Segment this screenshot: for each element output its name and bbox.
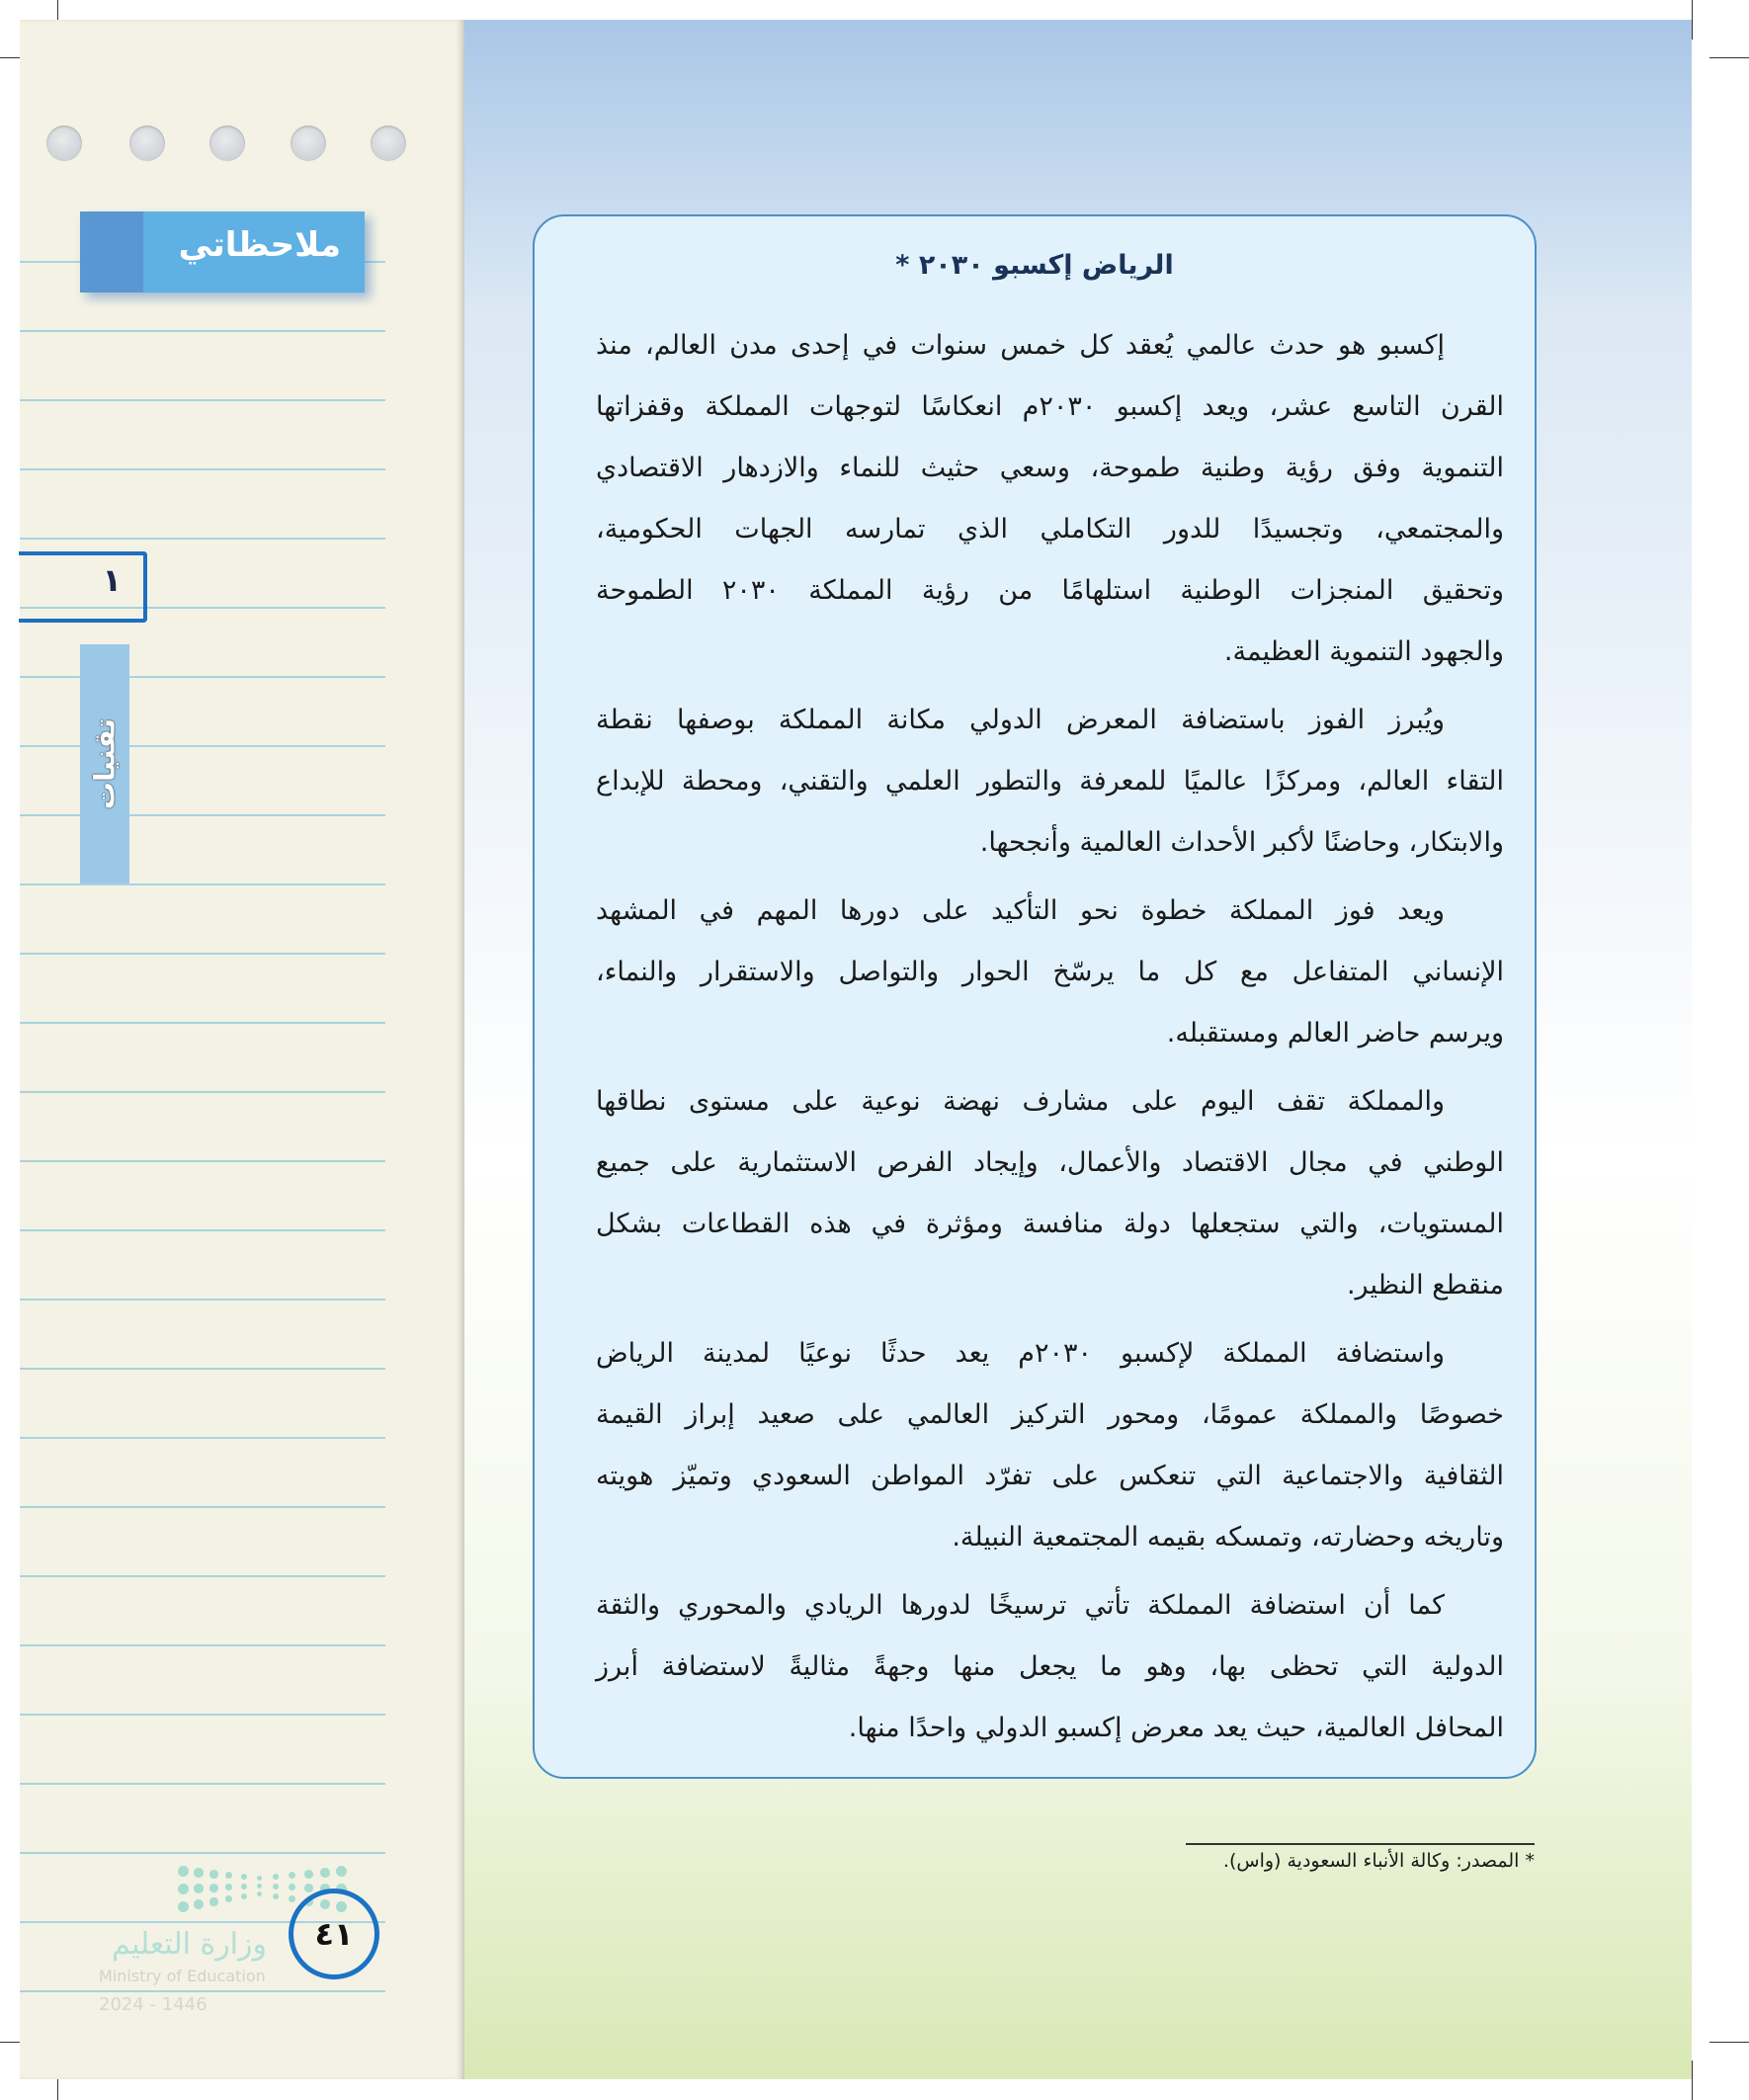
ruled-line bbox=[20, 1852, 385, 1854]
article-title: الرياض إكسبو ٢٠٣٠ * bbox=[895, 250, 1174, 281]
text-line: كما أن استضافة المملكة تأتي ترسيخًا لدورها الريادي والمحوري والثقة bbox=[596, 1590, 1445, 1621]
text-line: وتاريخه وحضارته، وتمسكه بقيمه المجتمعية النبيلة. bbox=[952, 1522, 1504, 1553]
text-line: التقاء العالم، ومركزًا عالميًا للمعرفة والتطور العلمي والتقني، ومحطة للإبداع bbox=[596, 766, 1504, 797]
text-line: الدولية التي تحظى بها، وهو ما يجعل منها وجهةً مثاليةً لاستضافة أبرز bbox=[596, 1651, 1504, 1682]
logo-dot bbox=[320, 1868, 330, 1878]
notes-header: ملاحظاتي bbox=[178, 225, 341, 265]
footnote: * المصدر: وكالة الأنباء السعودية (واس). bbox=[1222, 1850, 1535, 1872]
text-line: المستويات، والتي ستجعلها دولة منافسة ومؤثرة في هذه القطاعات بشكل bbox=[596, 1209, 1504, 1239]
ministry-logo-arabic: وزارة التعليم bbox=[111, 1927, 267, 1962]
text-line: المحافل العالمية، حيث يعد معرض إكسبو الدولي واحدًا منها. bbox=[848, 1713, 1504, 1743]
notes-sidebar bbox=[20, 20, 464, 2079]
logo-dot bbox=[209, 1870, 218, 1879]
logo-dot bbox=[257, 1891, 262, 1896]
page-number: ٤١ bbox=[289, 1889, 379, 1979]
ruled-line bbox=[20, 1644, 385, 1646]
logo-dot bbox=[241, 1893, 247, 1899]
logo-dot bbox=[225, 1884, 232, 1890]
crop-mark bbox=[1709, 57, 1749, 58]
logo-dot bbox=[241, 1874, 247, 1880]
logo-dot bbox=[304, 1884, 313, 1892]
tab-accent bbox=[80, 211, 143, 293]
logo-dot bbox=[257, 1876, 262, 1881]
chapter-number: ١ bbox=[102, 561, 122, 599]
article-paragraph bbox=[596, 315, 1504, 683]
article-body bbox=[596, 315, 1504, 1766]
text-line: القرن التاسع عشر، ويعد إكسبو ٢٠٣٠م انعكاسًا لتوجهات المملكة وقفزاتها bbox=[596, 391, 1505, 422]
logo-dot bbox=[178, 1901, 189, 1912]
text-line: والمملكة تقف اليوم على مشارف نهضة نوعية على مستوى نطاقها bbox=[596, 1086, 1445, 1117]
text-line: منقطع النظير. bbox=[1346, 1270, 1504, 1301]
logo-dot bbox=[257, 1884, 262, 1889]
ruled-line bbox=[20, 1368, 385, 1370]
logo-dot bbox=[289, 1895, 295, 1902]
logo-dot bbox=[273, 1874, 279, 1880]
ruled-line bbox=[20, 1506, 385, 1508]
logo-dot bbox=[241, 1884, 247, 1890]
binder-hole bbox=[46, 126, 82, 161]
text-line: والمجتمعي، وتجسيدًا للدور التكاملي الذي تمارسه الجهات الحكومية، bbox=[596, 514, 1504, 545]
article-box bbox=[533, 214, 1537, 1779]
logo-dot bbox=[194, 1884, 204, 1893]
text-line: ويُبرز الفوز باستضافة المعرض الدولي مكانة المملكة بوصفها نقطة bbox=[596, 705, 1445, 735]
ruled-line bbox=[20, 1229, 385, 1231]
ruled-line bbox=[20, 538, 385, 540]
crop-mark bbox=[1709, 2042, 1749, 2043]
ministry-logo-year: 2024 - 1446 bbox=[99, 1994, 208, 2015]
ruled-line bbox=[20, 330, 385, 332]
ruled-line bbox=[20, 1714, 385, 1716]
side-tab bbox=[80, 644, 129, 883]
logo-dot bbox=[225, 1895, 232, 1902]
article-paragraph bbox=[596, 1071, 1504, 1316]
text-line: الوطني في مجال الاقتصاد والأعمال، وإيجاد الفرص الاستثمارية على جميع bbox=[596, 1147, 1504, 1178]
logo-dot bbox=[336, 1866, 347, 1877]
text-line: خصوصًا والمملكة عمومًا، ومحور التركيز العالمي على صعيد إبراز القيمة bbox=[596, 1399, 1504, 1430]
ruled-line bbox=[20, 883, 385, 885]
text-line: التنموية وفق رؤية وطنية طموحة، وسعي حثيث للنماء والازدهار الاقتصادي bbox=[596, 453, 1504, 483]
binder-hole bbox=[129, 126, 165, 161]
text-line: واستضافة المملكة لإكسبو ٢٠٣٠م يعد حدثًا نوعيًا لمدينة الرياض bbox=[596, 1338, 1445, 1369]
logo-dot bbox=[289, 1884, 295, 1890]
logo-dot bbox=[194, 1868, 204, 1878]
article-paragraph bbox=[596, 1323, 1504, 1568]
binder-hole bbox=[209, 126, 245, 161]
logo-dot bbox=[289, 1872, 295, 1879]
footnote-divider bbox=[1186, 1843, 1535, 1845]
text-line: ويعد فوز المملكة خطوة نحو التأكيد على دورها المهم في المشهد bbox=[596, 895, 1445, 926]
ruled-line bbox=[20, 814, 385, 816]
ruled-line bbox=[20, 676, 385, 678]
ruled-line bbox=[20, 1160, 385, 1162]
text-line: الثقافية والاجتماعية التي تنعكس على تفرّد المواطن السعودي وتميّز هويته bbox=[596, 1461, 1504, 1491]
logo-dot bbox=[209, 1897, 218, 1906]
logo-dot bbox=[178, 1884, 189, 1894]
article-paragraph bbox=[596, 1575, 1504, 1759]
binder-hole bbox=[291, 126, 326, 161]
logo-dot bbox=[194, 1899, 204, 1909]
crop-mark bbox=[1692, 0, 1693, 40]
notes-header-tab bbox=[80, 211, 365, 293]
ruled-line bbox=[20, 953, 385, 955]
ruled-line bbox=[20, 745, 385, 747]
text-line: الإنساني المتفاعل مع كل ما يرسّخ الحوار والتواصل والاستقرار والنماء، bbox=[596, 957, 1504, 987]
logo-dot bbox=[273, 1893, 279, 1899]
logo-dot bbox=[209, 1884, 218, 1892]
binder-hole bbox=[371, 126, 406, 161]
ruled-line bbox=[20, 1783, 385, 1785]
ruled-line bbox=[20, 1575, 385, 1577]
logo-dot bbox=[178, 1866, 189, 1877]
ruled-line bbox=[20, 1022, 385, 1024]
text-line: والابتكار، وحاضنًا لأكبر الأحداث العالمية وأنجحها. bbox=[979, 827, 1504, 858]
ruled-line bbox=[20, 468, 385, 470]
ruled-line bbox=[20, 399, 385, 401]
ruled-line bbox=[20, 1990, 385, 1992]
logo-dot bbox=[273, 1884, 279, 1890]
article-paragraph bbox=[596, 881, 1504, 1064]
logo-dot bbox=[304, 1870, 313, 1879]
ruled-line bbox=[20, 1437, 385, 1439]
text-line: ويرسم حاضر العالم ومستقبله. bbox=[1166, 1018, 1504, 1049]
article-paragraph bbox=[596, 690, 1504, 874]
text-line: إكسبو هو حدث عالمي يُعقد كل خمس سنوات في إحدى مدن العالم، منذ bbox=[596, 330, 1445, 361]
chapter-marker bbox=[19, 551, 147, 623]
text-line: والجهود التنموية العظيمة. bbox=[1223, 636, 1504, 667]
ruled-line bbox=[20, 1299, 385, 1301]
ruled-line bbox=[20, 1091, 385, 1093]
logo-dot bbox=[225, 1872, 232, 1879]
side-tab-label: تقنيات bbox=[88, 717, 122, 810]
text-line: وتحقيق المنجزات الوطنية استلهامًا من رؤية المملكة ٢٠٣٠ الطموحة bbox=[596, 575, 1504, 606]
ministry-logo-english: Ministry of Education bbox=[99, 1967, 266, 1985]
crop-mark bbox=[1692, 2060, 1693, 2100]
